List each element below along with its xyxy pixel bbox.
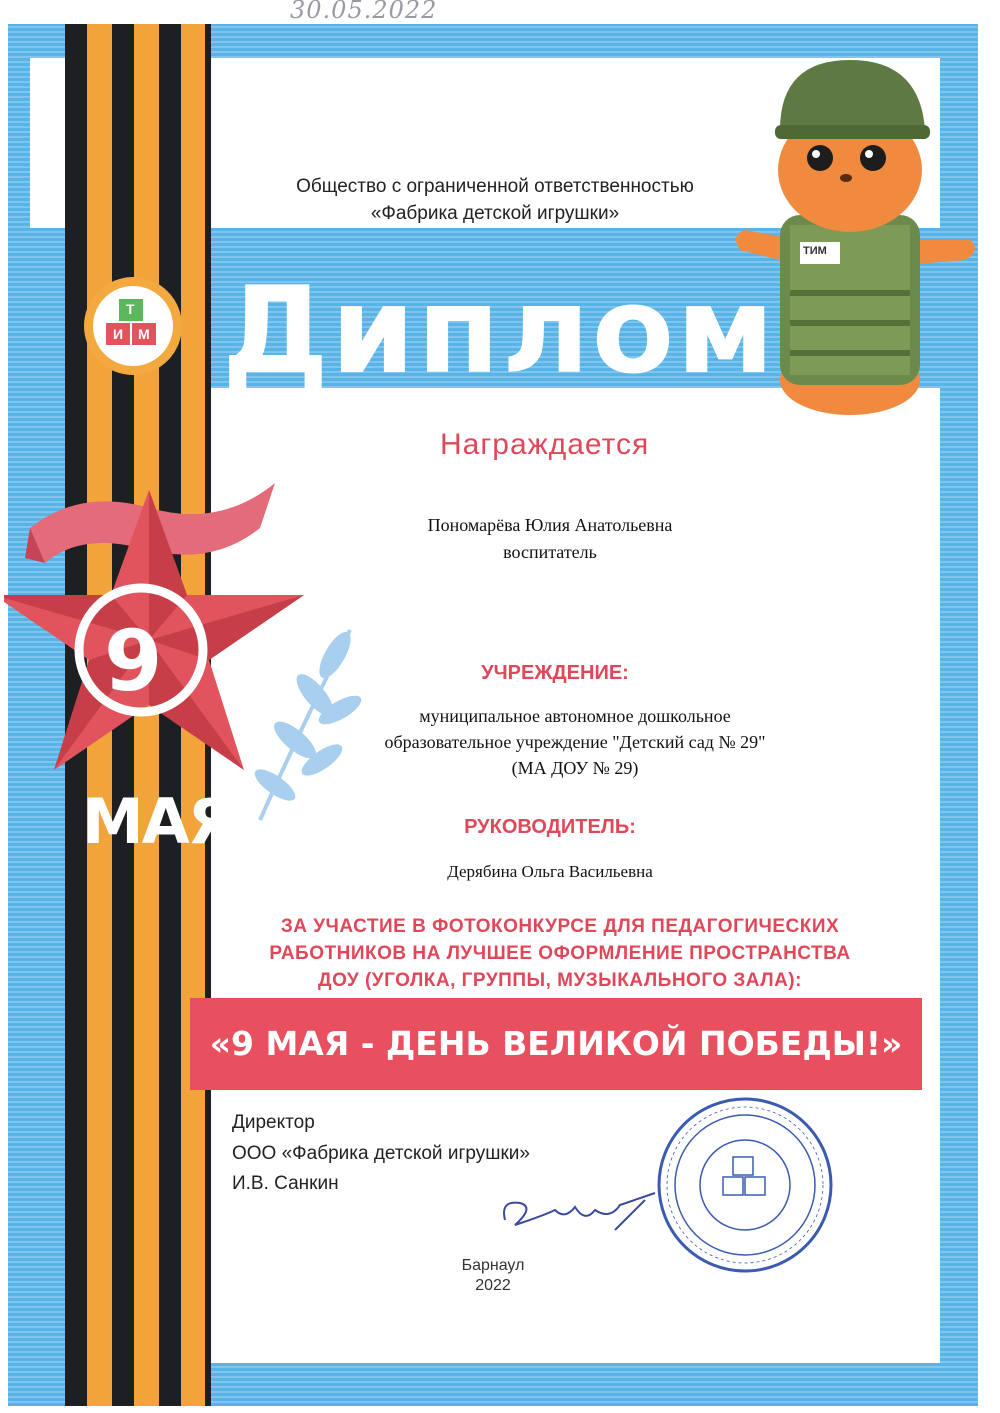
handwritten-date: 30.05.2022 <box>290 0 438 24</box>
contest-line-3: ДОУ (УГОЛКА, ГРУППЫ, МУЗЫКАЛЬНОГО ЗАЛА): <box>318 970 802 991</box>
signatory-title: Директор <box>232 1112 315 1133</box>
organization-line-1: Общество с ограниченной ответственностью <box>296 176 694 197</box>
institution-line-3: (МА ДОУ № 29) <box>511 758 639 778</box>
soldier-cat-mascot-icon <box>720 50 985 420</box>
institution-line-2: образовательное учреждение "Детский сад № 29" <box>384 732 766 752</box>
awarded-label: Награждается <box>440 428 650 461</box>
recipient-name: Пономарёва Юлия Анатольевна <box>427 515 673 535</box>
signatory-name: И.В. Санкин <box>232 1173 339 1194</box>
organization-line-2: «Фабрика детской игрушки» <box>370 203 620 224</box>
contest-line-2: РАБОТНИКОВ НА ЛУЧШЕЕ ОФОРМЛЕНИЕ ПРОСТРАНСТВА <box>269 943 851 964</box>
emblem-month: МАЯ <box>82 785 234 858</box>
handwritten-signature <box>495 1185 665 1245</box>
mascot-badge: ТИМ <box>803 245 827 257</box>
logo-letter-t: Т <box>126 301 135 317</box>
logo-letter-i: И <box>113 326 124 342</box>
recipient-position: воспитатель <box>503 542 597 562</box>
contest-line-1: ЗА УЧАСТИЕ В ФОТОКОНКУРСЕ ДЛЯ ПЕДАГОГИЧЕСКИХ <box>280 916 840 937</box>
signatory-org: ООО «Фабрика детской игрушки» <box>232 1143 530 1164</box>
logo-letter-m: М <box>138 326 150 342</box>
company-logo <box>82 275 184 377</box>
institution-heading: УЧРЕЖДЕНИЕ: <box>481 662 629 684</box>
head-name: Дерябина Ольга Васильевна <box>447 862 653 881</box>
emblem-day: 9 <box>104 612 163 710</box>
official-stamp <box>655 1095 835 1275</box>
footer-year: 2022 <box>475 1277 511 1294</box>
diploma-title: Диплом <box>222 262 777 401</box>
contest-title-banner <box>190 998 922 1090</box>
head-heading: РУКОВОДИТЕЛЬ: <box>464 816 636 838</box>
footer-city: Барнаул <box>461 1257 525 1274</box>
contest-title: «9 МАЯ - ДЕНЬ ВЕЛИКОЙ ПОБЕДЫ!» <box>209 1024 903 1063</box>
institution-line-1: муниципальное автономное дошкольное <box>419 706 731 726</box>
